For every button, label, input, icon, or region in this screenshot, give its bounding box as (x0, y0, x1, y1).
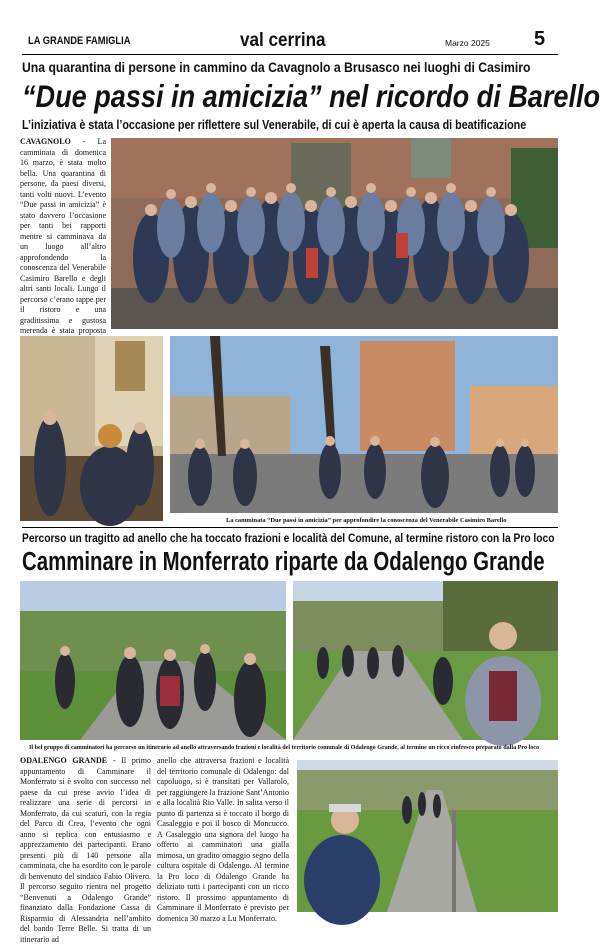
article1-body (20, 137, 106, 333)
article-divider (22, 527, 558, 528)
church-interior-photo (20, 336, 163, 521)
section-title: val cerrina (240, 30, 326, 51)
group-photo-brusasco (111, 138, 558, 329)
walkers-path-photo-right (293, 581, 558, 740)
walkers-path-photo-left (20, 581, 286, 740)
walkers-field-photo (297, 760, 558, 912)
village-square-photo (170, 336, 558, 513)
article2-headline: Camminare in Monferrato riparte da Odalengo Grande (22, 548, 545, 576)
article1-subhead: L’iniziativa è stata l’occasione per riflettere sul Venerabile, di cui è aperta la causa di beatificazione (22, 117, 527, 132)
issue-date: Marzo 2025 (445, 38, 490, 48)
page-number: 5 (534, 28, 546, 50)
article1-text: - La camminata di domenica 16 marzo, è stata molto bella. Una quarantina di persone, da paesi diversi, tanti volti nuovi. L’evento “Due passi in amicizia” è stato davvero l’occasione per tanti bei rapporti mentre si camminava da un luogo all’altro approfondendo la conoscenza del Venerabile Casimiro Barello e degli altri santi locali. Lungo il percorso c’erano tappe per il ristoro e una graditissima e gustosa merenda è stata proposta (20, 137, 106, 335)
article1-dateline: CAVAGNOLO (20, 137, 71, 146)
article1-kicker: Una quarantina di persone in cammino da Cavagnolo a Brusasco nei luoghi di Casimiro (22, 60, 531, 76)
article2-caption: Il bel gruppo di camminatori ha percorso un itinerario ad anello attraversando frazioni e località del territorio comunale di Odalengo Grande, al termine un ricco rinfresco preparato dalla Pro loco (29, 745, 540, 751)
masthead-rule (22, 54, 558, 55)
article1-headline: “Due passi in amicizia” nel ricordo di Barello (22, 78, 600, 114)
article2-body-col2: anello che attraversa frazioni e località del territorio comunale di Odalengo: dal capoluogo, si è transitati per Vallarolo, per raggiungere la frazione Sant’Antonio e alla località Rio Valle. In salita verso il punto di partenza si è toccato il borgo di Casaleggio e poi il bosco di Moncucco. A Casaleggio una signora del luogo ha offerto ai camminatori una gialla mimosa, un gradito omaggio segno della cultura ospitale di Odalengo. Al termine la Pro loco di Odalengo Grande ha deliziato tutti i partecipanti con un ricco ristoro. Il prossimo appuntamento di Camminare il Monferrato è previsto per domenica 30 marzo a Lu Monferrato. (157, 756, 289, 923)
article2-text-col1: - Il primo appuntamento di Camminare il Monferrato si è svolto con successo nel paese da cui prese avvio l’idea di realizzare una serie di percorsi in Monferrato, da cui scaturì, con la regia del Parco di Crea, l’evento che ogni anno si replica con entusiasmo e apprezzamento dei partecipanti. Erano presenti più di 140 persone alla camminata, che ha esordito con le parole di benvenuto del sindaco Fabio Olivero. Il percorso seguito rientra nel progetto “Benvenuti a Odalengo Grande” finanziato dalla Fondazione Cassa di Risparmio di Alessandria nell’ambito del bando Terre Belle. Si tratta di un itinerario ad (20, 756, 151, 944)
paper-name: LA GRANDE FAMIGLIA (28, 35, 131, 47)
article2-dateline: ODALENGO GRANDE (20, 756, 108, 765)
article2-kicker: Percorso un tragitto ad anello che ha toccato frazioni e località del Comune, al termine ristoro con la Pro loco (22, 531, 555, 545)
article1-caption: La camminata “Due passi in amicizia” per approfondire la conoscenza del Venerabile Casimiro Barello (226, 517, 507, 524)
article2-body-col1 (20, 756, 151, 944)
